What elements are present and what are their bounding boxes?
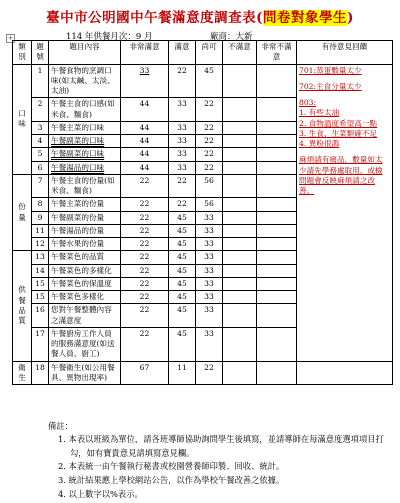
cell-satisfied[interactable]: 33 (169, 98, 196, 122)
suggestion-803-1: 1. 有些太油 (299, 108, 340, 118)
cell-very-satisfied[interactable]: 22 (121, 211, 169, 224)
category-hygiene: 衛生 (13, 361, 32, 385)
cell-ok[interactable]: 33 (196, 211, 223, 224)
row-no: 9 (32, 211, 49, 224)
cell-ok[interactable]: 33 (196, 264, 223, 277)
footnote-item: 3. 統計結果應上學校網站公告，以作為學校午餐改善之依據。 (58, 475, 285, 486)
cell-ok[interactable]: 56 (196, 174, 223, 198)
suggestion-702: 702:主食分量太少 (299, 81, 362, 91)
cell-ok[interactable]: 33 (196, 238, 223, 251)
header-satisfied: 滿意 (169, 41, 196, 65)
cell-ok[interactable]: 22 (196, 361, 223, 385)
cell-very-satisfied[interactable]: 44 (121, 135, 169, 148)
suggestion-701: 701:蒸蛋數量太少 (299, 65, 362, 75)
suggestion-803-3: 3. 生食、生菜類確不足 (299, 128, 378, 138)
cell-very-satisfied[interactable]: 44 (121, 121, 169, 134)
vendor: 廠商：大新 (210, 32, 253, 42)
footnote-item: 2. 本表統一由午餐執行秘書或校園營養師印製、回收、統計。 (58, 461, 285, 472)
cell-very-unsatisfied[interactable] (257, 361, 297, 385)
suggestion-cell[interactable] (297, 64, 393, 361)
cell-very-unsatisfied[interactable] (257, 198, 297, 211)
row-item: 午餐食物的烹調口味(如太鹹、太淡、太油) (49, 64, 121, 98)
row-item: 午餐副菜的口味 (49, 148, 121, 161)
row-item: 午餐菜色多樣化 (49, 291, 121, 304)
row-no: 5 (32, 148, 49, 161)
footnote-heading: 備註： (48, 421, 73, 431)
category-quality: 供餐品質 (13, 251, 32, 361)
page-title: 臺中市公明國中午餐滿意度調查表(問卷對象學生) (46, 10, 354, 26)
row-no: 6 (32, 161, 49, 174)
cell-unsatisfied[interactable] (223, 327, 257, 361)
row-item: 午餐水果的份量 (49, 238, 121, 251)
cell-satisfied[interactable]: 45 (169, 264, 196, 277)
cell-ok[interactable]: 33 (196, 277, 223, 290)
row-no: 2 (32, 98, 49, 122)
row-item: 午餐主菜的份量 (49, 198, 121, 211)
row-item: 您對午餐整體內容之滿意度 (49, 304, 121, 328)
cell-unsatisfied[interactable] (223, 174, 257, 198)
cell-unsatisfied[interactable] (223, 198, 257, 211)
cell-very-satisfied[interactable]: 22 (121, 304, 169, 328)
cell-ok[interactable]: 33 (196, 251, 223, 264)
cell-very-unsatisfied[interactable] (257, 304, 297, 328)
row-no: 11 (32, 224, 49, 237)
cell-ok[interactable]: 22 (196, 135, 223, 148)
cell-satisfied[interactable]: 45 (169, 238, 196, 251)
cell-satisfied[interactable]: 33 (169, 148, 196, 161)
row-item: 午餐副菜的口味 (49, 135, 121, 148)
cell-very-unsatisfied[interactable] (257, 98, 297, 122)
cell-unsatisfied[interactable] (223, 148, 257, 161)
cell-very-unsatisfied[interactable] (257, 238, 297, 251)
meal-period: 114 年供餐月次：9 月 (66, 32, 153, 42)
cell-satisfied[interactable]: 45 (169, 211, 196, 224)
cell-unsatisfied[interactable] (223, 98, 257, 122)
cell-satisfied[interactable]: 33 (169, 135, 196, 148)
cell-satisfied[interactable]: 45 (169, 251, 196, 264)
table-row (13, 64, 393, 98)
suggestion-general: 麻煩請有痛品，數量如太少請先學務處取用，或檢問題會反映麻煩請之改善。 (299, 155, 383, 195)
cell-unsatisfied[interactable] (223, 161, 257, 174)
cell-ok[interactable]: 22 (196, 161, 223, 174)
cell-ok[interactable]: 22 (196, 148, 223, 161)
cell-very-satisfied[interactable]: 44 (121, 98, 169, 122)
footnote-item: 1. 本表以班級為單位，請各班導師協助詢問學生後填寫，並請導師在每滿意度選項項目打勾，如有寶貴意見請填寫意見欄。 (58, 434, 384, 458)
cell-very-unsatisfied[interactable] (257, 148, 297, 161)
cell-ok[interactable]: 33 (196, 327, 223, 361)
header-no: 題號 (32, 41, 49, 65)
row-no: 17 (32, 327, 49, 361)
cell-satisfied[interactable]: 45 (169, 277, 196, 290)
cell-satisfied[interactable]: 45 (169, 327, 196, 361)
cell-unsatisfied[interactable] (223, 238, 257, 251)
cell-satisfied[interactable]: 45 (169, 224, 196, 237)
table-header-row (13, 41, 393, 65)
row-no: 8 (32, 198, 49, 211)
cell-very-unsatisfied[interactable] (257, 277, 297, 290)
cell-satisfied[interactable]: 33 (169, 161, 196, 174)
cell-very-unsatisfied[interactable] (257, 64, 297, 98)
row-no: 14 (32, 264, 49, 277)
row-no: 3 (32, 121, 49, 134)
row-no: 16 (32, 304, 49, 328)
row-no: 7 (32, 174, 49, 198)
cell-unsatisfied[interactable] (223, 291, 257, 304)
cell-unsatisfied[interactable] (223, 251, 257, 264)
cell-unsatisfied[interactable] (223, 277, 257, 290)
row-no: 1 (32, 64, 49, 98)
cell-satisfied[interactable]: 45 (169, 304, 196, 328)
suggestion-cell-hygiene[interactable] (297, 361, 393, 385)
cell-ok[interactable]: 33 (196, 304, 223, 328)
row-item: 午餐衛生(如公用餐具、異物出現率) (49, 361, 121, 385)
header-item: 題目內容 (49, 41, 121, 65)
row-no: 13 (32, 251, 49, 264)
cell-very-unsatisfied[interactable] (257, 121, 297, 134)
cell-very-unsatisfied[interactable] (257, 211, 297, 224)
cell-ok[interactable]: 22 (196, 98, 223, 122)
cell-ok[interactable]: 45 (196, 64, 223, 98)
cell-ok[interactable]: 56 (196, 198, 223, 211)
cell-unsatisfied[interactable] (223, 264, 257, 277)
cell-satisfied[interactable]: 33 (169, 121, 196, 134)
header-unsatisfied: 不滿意 (223, 41, 257, 65)
cell-very-unsatisfied[interactable] (257, 264, 297, 277)
row-item: 午餐廚房工作人員的服務滿意度(如送餐人員、廚工) (49, 327, 121, 361)
suggestion-803: 803: (299, 98, 317, 107)
cell-very-satisfied[interactable]: 22 (121, 264, 169, 277)
title-highlight: 問卷對象學生 (263, 10, 347, 26)
cell-very-satisfied[interactable]: 33 (121, 64, 169, 98)
cell-satisfied[interactable]: 45 (169, 291, 196, 304)
cell-very-unsatisfied[interactable] (257, 251, 297, 264)
row-item: 午餐主食的口感(如米食、麵食) (49, 98, 121, 122)
cell-very-satisfied[interactable]: 22 (121, 277, 169, 290)
cell-very-satisfied[interactable]: 22 (121, 327, 169, 361)
row-no: 12 (32, 238, 49, 251)
row-item: 午餐菜色的多樣化 (49, 264, 121, 277)
table-row (13, 361, 393, 385)
row-item: 午餐湯品的份量 (49, 224, 121, 237)
cell-unsatisfied[interactable] (223, 64, 257, 98)
header-very-satisfied: 非常滿意 (121, 41, 169, 65)
cell-very-satisfied[interactable]: 44 (121, 161, 169, 174)
cell-very-unsatisfied[interactable] (257, 224, 297, 237)
category-taste: 口味 (13, 64, 32, 174)
category-portion: 份量 (13, 174, 32, 251)
cell-unsatisfied[interactable] (223, 304, 257, 328)
header-very-unsatisfied: 非常不滿意 (257, 41, 297, 65)
row-no: 18 (32, 361, 49, 385)
cell-unsatisfied[interactable] (223, 224, 257, 237)
cell-very-satisfied[interactable]: 22 (121, 291, 169, 304)
cell-very-unsatisfied[interactable] (257, 161, 297, 174)
row-no: 15 (32, 291, 49, 304)
cell-ok[interactable]: 22 (196, 121, 223, 134)
row-item: 午餐菜色的保溫度 (49, 277, 121, 290)
cell-unsatisfied[interactable] (223, 361, 257, 385)
row-item: 午餐主食的份量(如米食、麵食) (49, 174, 121, 198)
cell-satisfied[interactable]: 11 (169, 361, 196, 385)
cell-ok[interactable]: 33 (196, 291, 223, 304)
cell-very-unsatisfied[interactable] (257, 174, 297, 198)
row-item: 午餐副菜的份量 (49, 211, 121, 224)
row-item: 午餐主菜的口味 (49, 121, 121, 134)
cell-very-satisfied[interactable]: 67 (121, 361, 169, 385)
header-category: 類別 (13, 41, 32, 65)
cell-unsatisfied[interactable] (223, 121, 257, 134)
suggestion-803-4: 4. 異粉很鴻 (299, 139, 340, 148)
row-item: 午餐湯品的口味 (49, 161, 121, 174)
cell-very-satisfied[interactable]: 22 (121, 238, 169, 251)
row-item: 午餐菜色的品質 (49, 251, 121, 264)
cell-unsatisfied[interactable] (223, 135, 257, 148)
cell-very-satisfied[interactable]: 22 (121, 174, 169, 198)
row-no: 15 (32, 277, 49, 290)
header-suggestion: 有待意見回饋 (297, 41, 393, 65)
cell-ok[interactable]: 33 (196, 224, 223, 237)
suggestion-803-2: 2. 食物溫度希望高一點 (299, 118, 378, 128)
cell-very-satisfied[interactable]: 22 (121, 224, 169, 237)
footnote-item: 4. 以上數字以%表示。 (58, 488, 143, 499)
cell-very-unsatisfied[interactable] (257, 327, 297, 361)
cell-satisfied[interactable]: 22 (169, 174, 196, 198)
cell-satisfied[interactable]: 22 (169, 64, 196, 98)
footnote-list (58, 433, 388, 501)
cell-unsatisfied[interactable] (223, 211, 257, 224)
cell-very-satisfied[interactable]: 22 (121, 198, 169, 211)
cell-very-satisfied[interactable]: 44 (121, 148, 169, 161)
header-ok: 尚可 (196, 41, 223, 65)
table-anchor-icon[interactable]: + (7, 34, 14, 42)
cell-very-unsatisfied[interactable] (257, 135, 297, 148)
cell-satisfied[interactable]: 22 (169, 198, 196, 211)
cell-very-satisfied[interactable]: 22 (121, 251, 169, 264)
cell-very-unsatisfied[interactable] (257, 291, 297, 304)
survey-table (12, 40, 393, 385)
row-no: 4 (32, 135, 49, 148)
